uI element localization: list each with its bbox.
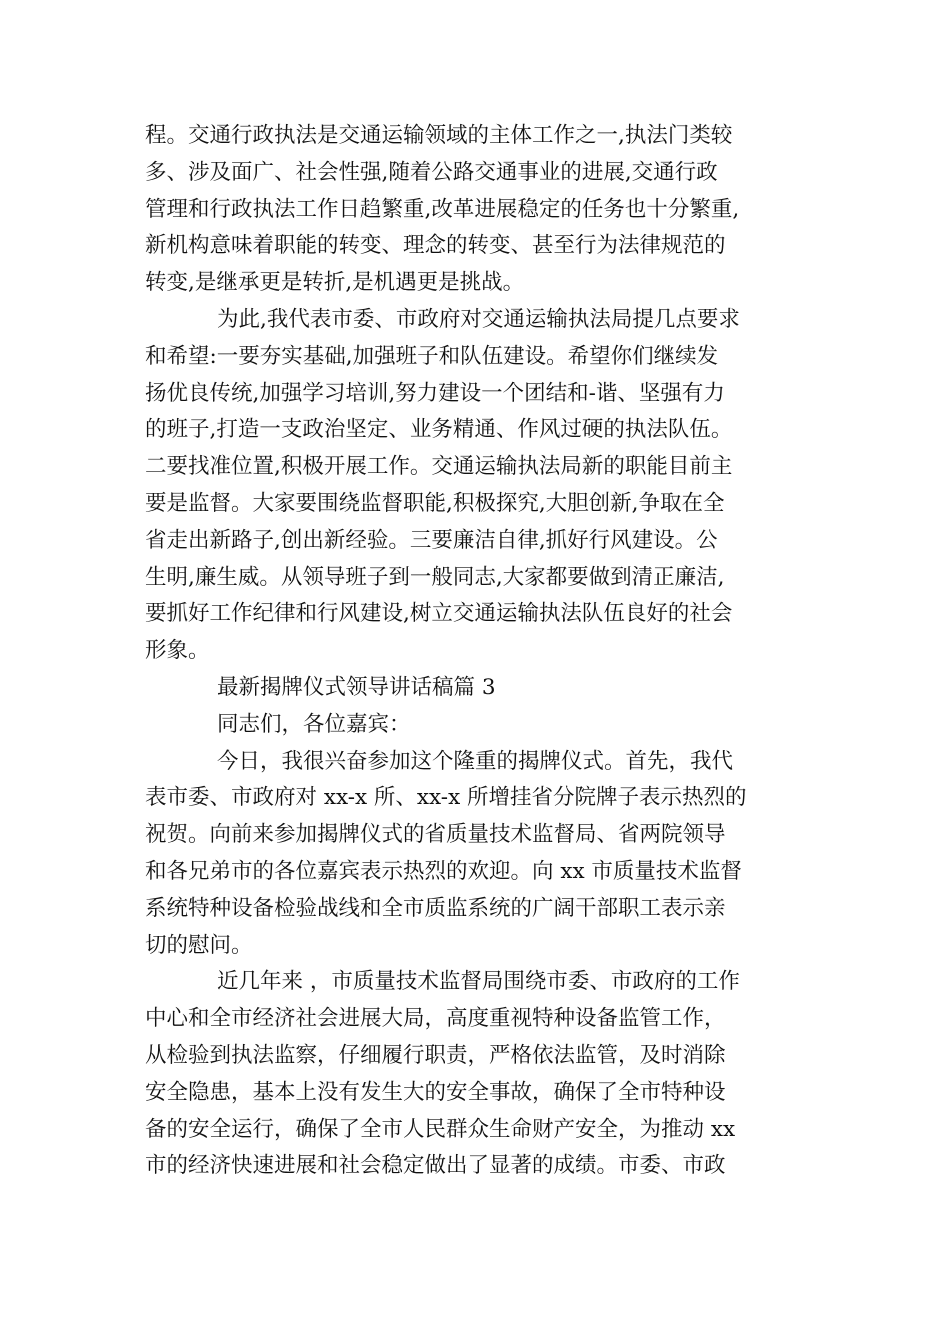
- paragraph-start-line: 为此,我代表市委、市政府对交通运输执法局提几点要求: [217, 306, 740, 332]
- text-line: 中心和全市经济社会进展大局，高度重视特种设备监管工作，: [145, 1006, 726, 1032]
- paragraph-start-line: 近几年来 ，市质量技术监督局围绕市委、市政府的工作: [217, 969, 740, 995]
- text-line: 的班子,打造一支政治坚定、业务精通、作风过硬的执法队伍。: [145, 417, 733, 443]
- text-line: 扬优良传统,加强学习培训,努力建设一个团结和-谐、坚强有力: [145, 380, 725, 406]
- text-line: 祝贺。向前来参加揭牌仪式的省质量技术监督局、省两院领导: [145, 822, 726, 848]
- text-line: 多、涉及面广、社会性强,随着公路交通事业的进展,交通行政: [145, 159, 718, 185]
- text-line: 切的慰问。: [145, 932, 253, 958]
- text-line: 二要找准位置,积极开展工作。交通运输执法局新的职能目前主: [145, 454, 733, 480]
- salutation: 同志们，各位嘉宾：: [217, 711, 411, 737]
- text-line: 从检验到执法监察，仔细履行职责，严格依法监管，及时消除: [145, 1042, 726, 1068]
- text-line: 市的经济快速进展和社会稳定做出了显著的成绩。市委、市政: [145, 1153, 726, 1179]
- text-line: 和希望:一要夯实基础,加强班子和队伍建设。希望你们继续发: [145, 343, 719, 369]
- text-line: 和各兄弟市的各位嘉宾表示热烈的欢迎。向 xx 市质量技术监督: [145, 858, 742, 884]
- text-line: 新机构意味着职能的转变、理念的转变、甚至行为法律规范的: [145, 233, 726, 259]
- section-heading: 最新揭牌仪式领导讲话稿篇 3: [217, 674, 496, 700]
- text-line: 安全隐患，基本上没有发生大的安全事故，确保了全市特种设: [145, 1079, 726, 1105]
- text-line: 表市委、市政府对 xx-x 所、xx-x 所增挂省分院牌子表示热烈的: [145, 785, 747, 811]
- document-body: [145, 118, 810, 1185]
- paragraph-start-line: 今日，我很兴奋参加这个隆重的揭牌仪式。首先，我代: [217, 748, 734, 774]
- text-line: 生明,廉生威。从领导班子到一般同志,大家都要做到清正廉洁,: [145, 564, 725, 590]
- text-line: 省走出新路子,创出新经验。三要廉洁自律,抓好行风建设。公: [145, 527, 718, 553]
- text-line: 要是监督。大家要围绕监督职能,积极探究,大胆创新,争取在全: [145, 490, 725, 516]
- text-line: 转变,是继承更是转折,是机遇更是挑战。: [145, 270, 525, 296]
- text-line: 要抓好工作纪律和行风建设,树立交通运输执法队伍良好的社会: [145, 601, 733, 627]
- text-line: 管理和行政执法工作日趋繁重,改革进展稳定的任务也十分繁重,: [145, 196, 740, 222]
- text-line: 系统特种设备检验战线和全市质监系统的广阔干部职工表示亲: [145, 895, 726, 921]
- text-line: 形象。: [145, 638, 210, 664]
- text-line: 备的安全运行，确保了全市人民群众生命财产安全，为推动 xx: [145, 1116, 736, 1142]
- text-line: 程。交通行政执法是交通运输领域的主体工作之一,执法门类较: [145, 123, 733, 148]
